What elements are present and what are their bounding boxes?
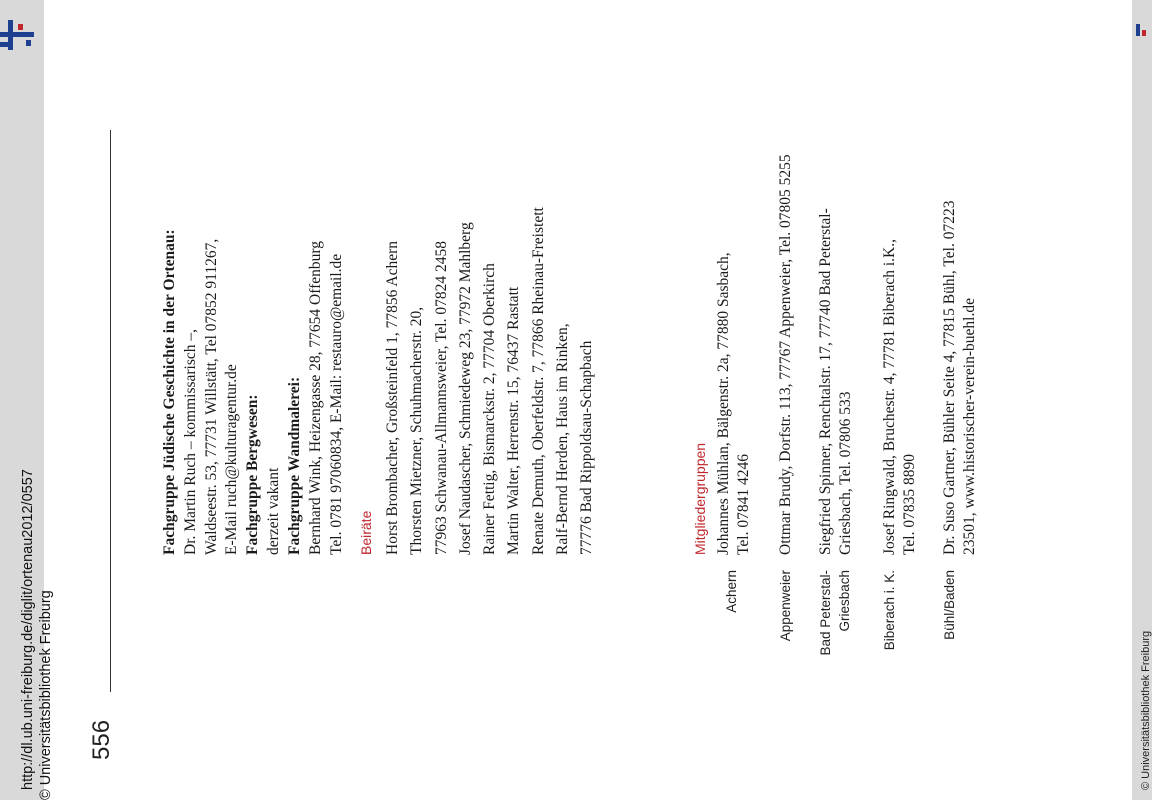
footer-copyright: © Universitätsbibliothek Freiburg bbox=[38, 590, 54, 800]
entry-line: Siegfried Spinner, Renchtalstr. 17, 77740 Bad Peterstal- bbox=[817, 208, 834, 555]
entry-line: 23501, www.historischer-verein-buehl.de bbox=[960, 298, 978, 555]
section-bergwesen bbox=[243, 55, 285, 555]
entry-text bbox=[880, 85, 919, 555]
list-item: Ralf-Bernd Herden, Haus im Rinken, bbox=[554, 323, 572, 555]
entry-line: Tel. 07841 4246 bbox=[734, 454, 752, 555]
rotated-page-content bbox=[44, 0, 1132, 800]
page-number: 556 bbox=[88, 719, 115, 760]
right-strip-text: © Universitätsbibliothek Freiburg bbox=[1140, 630, 1152, 790]
location-label: Bühl/Baden bbox=[942, 570, 957, 640]
footer-strip bbox=[0, 0, 54, 800]
entry-text bbox=[816, 85, 855, 555]
footer-url[interactable]: http://dl.ub.uni-freiburg.de/diglit/ortenau2012/0557 bbox=[20, 469, 36, 790]
list-item: 77963 Schwanau-Allmannsweier, Tel. 07824 2458 bbox=[432, 241, 450, 555]
section-line: Waldseestr. 53, 77731 Willstätt, Tel 07852 911267, bbox=[202, 238, 220, 555]
section-line: Dr. Martin Ruch – kommissarisch –, bbox=[181, 328, 199, 555]
list-item: Thorsten Mietzner, Schuhmacherstr. 20, bbox=[408, 306, 426, 555]
section-juedische-geschichte bbox=[160, 55, 243, 555]
list-item: Renate Demuth, Oberfeldstr. 7, 77866 Rheinau-Freistett bbox=[529, 207, 547, 555]
entry-line: Ottmar Brudy, Dorfstr. 113, 77767 Appenweier, Tel. 07805 5255 bbox=[777, 154, 794, 555]
entry-text bbox=[940, 85, 979, 555]
location-label: Appenweier bbox=[778, 570, 793, 642]
entry-line: Johannes Mühlan, Bälgenstr. 2a, 77880 Sasbach, bbox=[715, 252, 732, 555]
entry-line: Dr. Suso Gartner, Bühler Seite 4, 77815 Bühl, Tel. 07223 bbox=[941, 200, 958, 555]
right-strip-label bbox=[1132, 0, 1152, 800]
section-line: Tel. 0781 97060834, E-Mail: restauro@email.de bbox=[327, 253, 345, 555]
list-item: Martin Walter, Herrenstr. 15, 76437 Rastatt bbox=[505, 286, 523, 555]
document-page bbox=[44, 0, 1132, 800]
list-item: 77776 Bad Rippoldsau-Schapbach bbox=[578, 340, 596, 555]
list-item: Horst Brombacher, Großsteinfeld 1, 77856 Achern bbox=[384, 240, 401, 555]
section-line: Bernhard Wink, Heizengasse 28, 77654 Offenburg bbox=[306, 240, 324, 555]
location-label: Achern bbox=[724, 570, 739, 613]
location-label: Bad Peterstal- Griesbach bbox=[818, 570, 852, 656]
entry-text bbox=[776, 85, 796, 555]
location-label: Biberach i. K. bbox=[882, 570, 897, 651]
section-wandmalerei bbox=[285, 55, 347, 555]
beiraete-heading: Beiräte bbox=[358, 510, 374, 555]
section-title: Fachgruppe Wandmalerei: bbox=[286, 376, 303, 555]
header-rule bbox=[110, 130, 111, 692]
list-item: Rainer Fettig, Bismarckstr. 2, 77704 Oberkirch bbox=[481, 263, 499, 555]
mitgliedergruppen-heading: Mitgliedergruppen bbox=[692, 442, 708, 555]
list-item: Josef Naudascher, Schmiedeweg 23, 77972 Mahlberg bbox=[456, 222, 474, 555]
entry-line: Josef Ringwald, Bruchestr. 4, 77781 Biberach i.K., bbox=[881, 239, 898, 555]
entry-line: Tel. 07835 8890 bbox=[900, 454, 918, 555]
entry-line: Griesbach, Tel. 07806 533 bbox=[836, 391, 854, 555]
section-title: Fachgruppe Jüdische Geschichte in der Ortenau: bbox=[161, 229, 178, 555]
section-line: derzeit vakant bbox=[264, 467, 282, 555]
beiraete-list bbox=[381, 55, 600, 555]
entry-text bbox=[714, 85, 753, 555]
section-line: E-Mail ruch@kulturagentur.de bbox=[223, 364, 241, 555]
section-title: Fachgruppe Bergwesen: bbox=[244, 394, 261, 555]
